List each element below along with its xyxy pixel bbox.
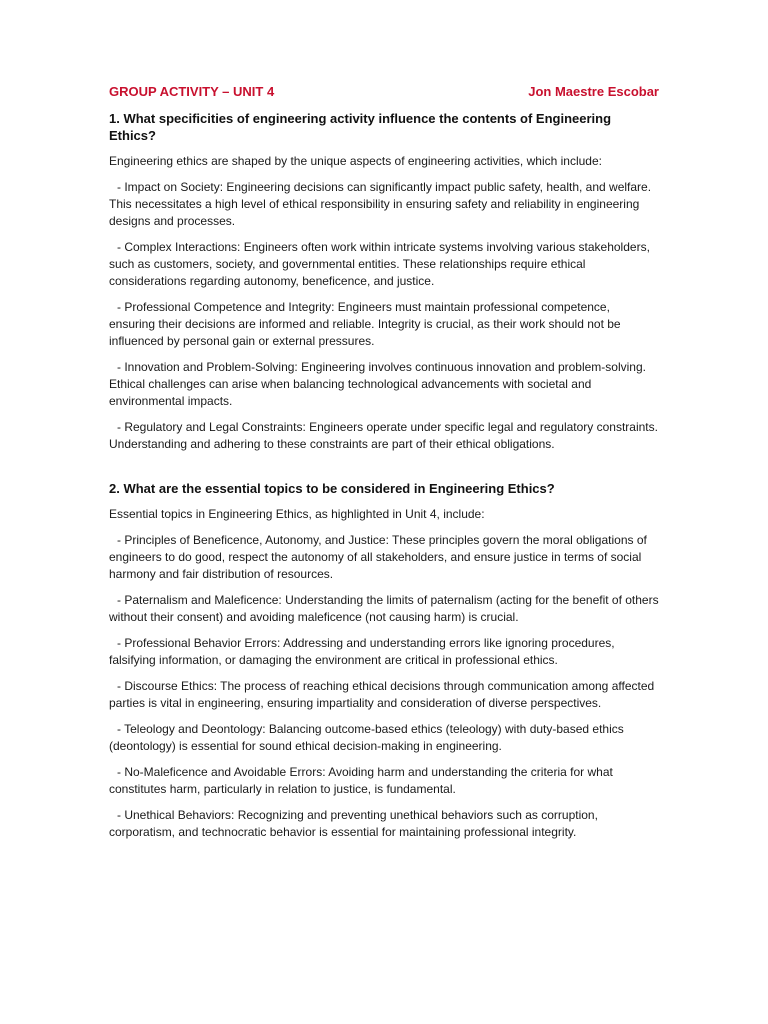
- list-item: - Paternalism and Maleficence: Understanding the limits of paternalism (acting for the benefit of others without their consent) and avoiding maleficence (not causing harm) is crucial.: [109, 593, 659, 624]
- question-2-section: [109, 480, 659, 841]
- list-item: - No-Maleficence and Avoidable Errors: Avoiding harm and understanding the criteria for what constitutes harm, particularly in relation to justice, is fundamental.: [109, 765, 613, 796]
- question-1-section: [109, 110, 659, 453]
- list-item: - Professional Behavior Errors: Addressing and understanding errors like ignoring procedures, falsifying information, or damaging the environment are critical in professional ethics.: [109, 636, 615, 667]
- question-1-heading: 1. What specificities of engineering activity influence the contents of Engineering Ethics?: [109, 111, 612, 143]
- list-item: - Regulatory and Legal Constraints: Engineers operate under specific legal and regulatory constraints. Understanding and adhering to these constraints are part of their ethical obligations.: [109, 420, 658, 451]
- list-item: - Discourse Ethics: The process of reaching ethical decisions through communication among affected parties is vital in engineering, ensuring impartiality and consideration of diverse perspectives.: [109, 679, 655, 710]
- question-1-intro: Engineering ethics are shaped by the unique aspects of engineering activities, which include:: [109, 154, 602, 168]
- section-spacer: [109, 462, 659, 480]
- list-item: - Principles of Beneficence, Autonomy, and Justice: These principles govern the moral obligations of engineers to do good, respect the autonomy of all stakeholders, and ensure justice in terms of social harmony and fair distribution of resources.: [109, 533, 647, 581]
- question-2-heading: 2. What are the essential topics to be considered in Engineering Ethics?: [109, 481, 555, 496]
- list-item: - Impact on Society: Engineering decisions can significantly impact public safety, health, and welfare. This necessitates a high level of ethical responsibility in ensuring safety and reliability in engineering designs and processes.: [109, 180, 652, 228]
- question-2-intro: Essential topics in Engineering Ethics, as highlighted in Unit 4, include:: [109, 507, 485, 521]
- list-item: - Teleology and Deontology: Balancing outcome-based ethics (teleology) with duty-based ethics (deontology) is essential for sound ethical decision-making in engineering.: [109, 722, 624, 753]
- document-header: [109, 84, 659, 99]
- author-name: Jon Maestre Escobar: [528, 84, 659, 99]
- document-page: [109, 84, 659, 850]
- activity-title: GROUP ACTIVITY – UNIT 4: [109, 84, 275, 99]
- list-item: - Innovation and Problem-Solving: Engineering involves continuous innovation and problem-solving. Ethical challenges can arise when balancing technological advancements with societal and environmental impacts.: [109, 360, 646, 408]
- list-item: - Professional Competence and Integrity: Engineers must maintain professional competence, ensuring their decisions are informed and reliable. Integrity is crucial, as their work should not be influenced by personal gain or external pressures.: [109, 300, 621, 348]
- list-item: - Unethical Behaviors: Recognizing and preventing unethical behaviors such as corruption, corporatism, and technocratic behavior is essential for maintaining professional integrity.: [109, 808, 598, 839]
- list-item: - Complex Interactions: Engineers often work within intricate systems involving various stakeholders, such as customers, society, and governmental entities. These relationships require ethical considerations regarding autonomy, beneficence, and justice.: [109, 240, 650, 288]
